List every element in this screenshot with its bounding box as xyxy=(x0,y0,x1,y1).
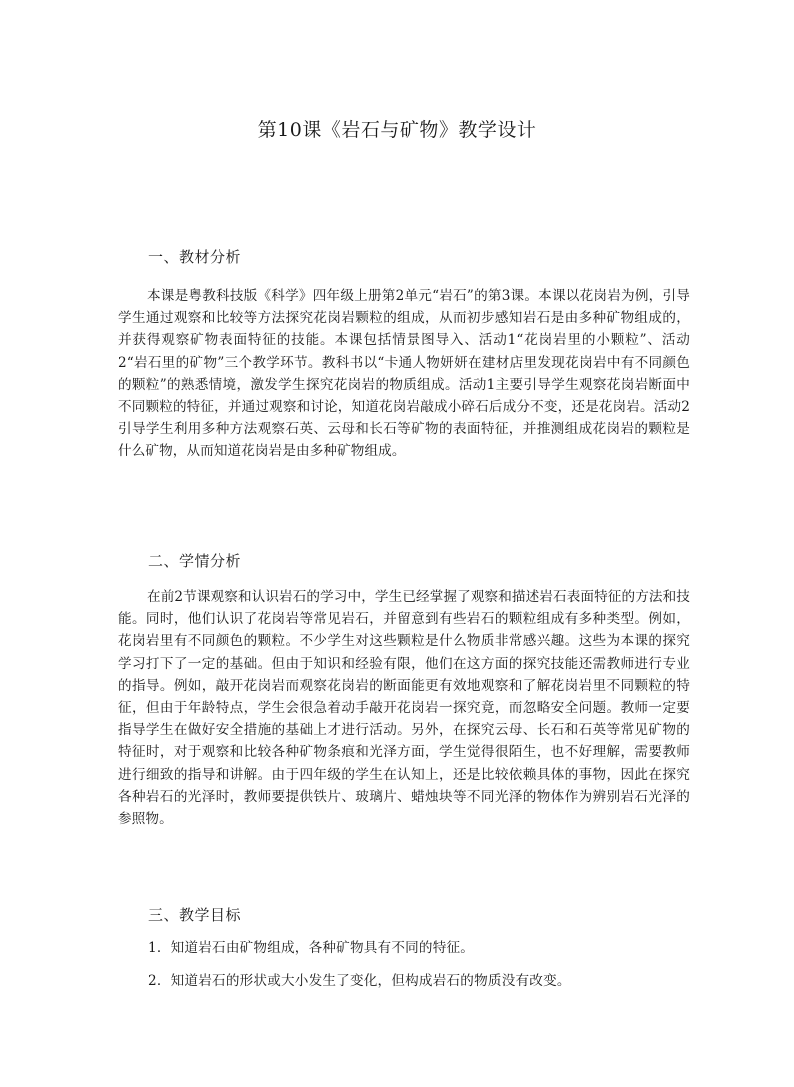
section-paragraph-textbook-analysis: 本课是粤教科技版《科学》四年级上册第2单元“岩石”的第3课。本课以花岗岩为例，引导学生通过观察和比较等方法探究花岗岩颗粒的组成，从而初步感知岩石是由多种矿物组成的，并获得观察矿物表面特征的技能。本课包括情景图导入、活动1“花岗岩里的小颗粒”、活动2“岩石里的矿物”三个教学环节。教科书以“卡通人物妍妍在建材店里发现花岗岩中有不同颜色的颗粒”的熟悉情境，激发学生探究花岗岩的物质组成。活动1主要引导学生观察花岗岩断面中不同颗粒的特征，并通过观察和讨论，知道花岗岩敲成小碎石后成分不变，还是花岗岩。活动2引导学生利用多种方法观察石英、云母和长石等矿物的表面特征，并推测组成花岗岩的颗粒是什么矿物，从而知道花岗岩是由多种矿物组成。 xyxy=(118,288,690,460)
section-heading-teaching-goals: 三、教学目标 xyxy=(148,906,242,924)
section-heading-student-analysis: 二、学情分析 xyxy=(148,552,242,570)
section-paragraph-student-analysis: 在前2节课观察和认识岩石的学习中，学生已经掌握了观察和描述岩石表面特征的方法和技能。同时，他们认识了花岗岩等常见岩石，并留意到有些岩石的颗粒组成有多种类型。例如，花岗岩里有不同颜色的颗粒。不少学生对这些颗粒是什么物质非常感兴趣。这些为本课的探究学习打下了一定的基础。但由于知识和经验有限，他们在这方面的探究技能还需教师进行专业的指导。例如，敲开花岗岩而观察花岗岩的断面能更有效地观察和了解花岗岩里不同颗粒的特征，但由于年龄特点，学生会很急着动手敲开花岗岩一探究竟，而忽略安全问题。教师一定要指导学生在做好安全措施的基础上才进行活动。另外，在探究云母、长石和石英等常见矿物的特征时，对于观察和比较各种矿物条痕和光泽方面，学生觉得很陌生，也不好理解，需要教师进行细致的指导和讲解。由于四年级的学生在认知上，还是比较依赖具体的事物，因此在探究各种岩石的光泽时，教师要提供铁片、玻璃片、蜡烛块等不同光泽的物体作为辨别岩石光泽的参照物。 xyxy=(118,589,690,828)
goal-item-2: 2．知道岩石的形状或大小发生了变化，但构成岩石的物质没有改变。 xyxy=(148,973,571,989)
section-heading-textbook-analysis: 一、教材分析 xyxy=(148,248,242,266)
document-title: 第10课《岩石与矿物》教学设计 xyxy=(257,119,537,141)
goal-item-1: 1．知道岩石由矿物组成，各种矿物具有不同的特征。 xyxy=(148,940,475,956)
